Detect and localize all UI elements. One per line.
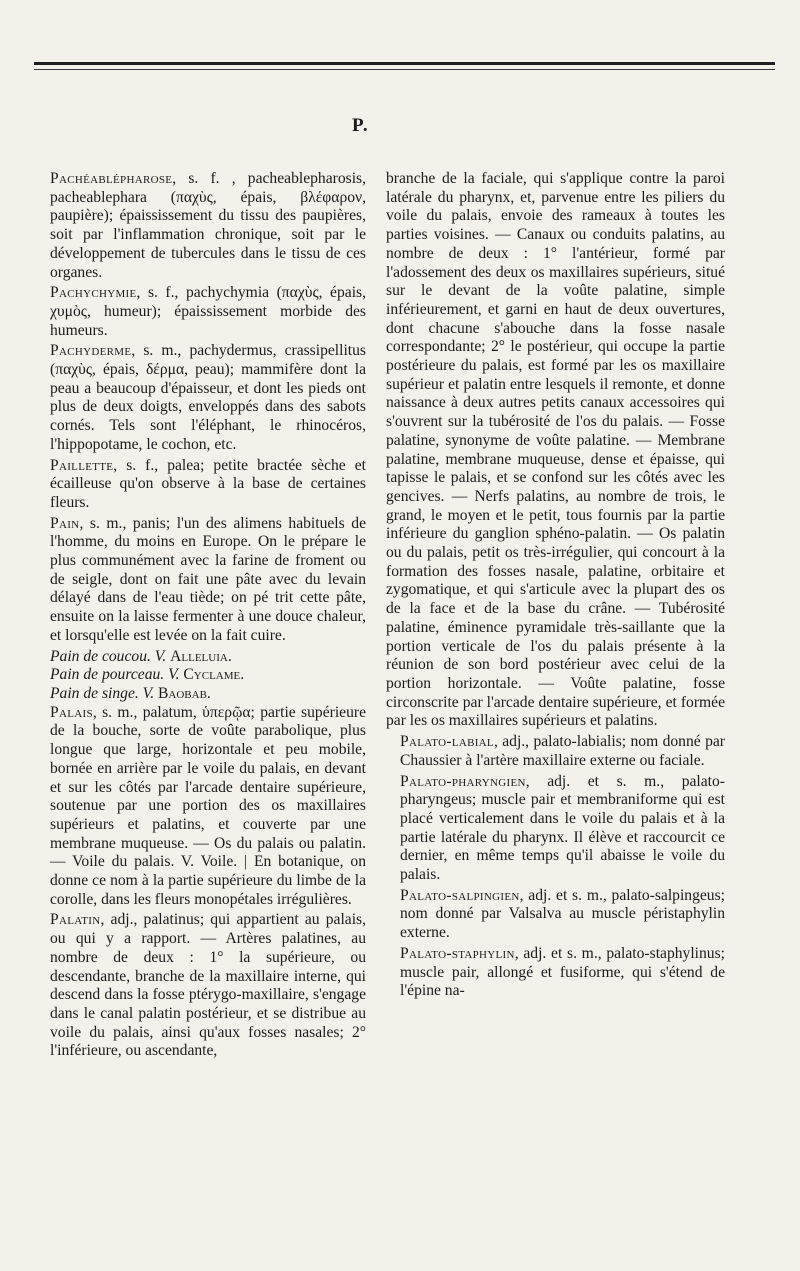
entry-body: , s. m., pachydermus, crassipellitus (παχὺς, épais, δέρμα, peau); mammifère dont la peau a beaucoup d'épaisseur, et dont les pieds ont plus de deux doigts, enveloppés dans des sabots cornés. Tels sont l'éléphant, le rhinocéros, l'hippopotame, le cochon, etc. xyxy=(50,342,366,453)
entry-body: , adj., palato-labialis; nom donné par Chaussier à l'artère maxillaire externe ou faciale. xyxy=(400,733,725,769)
cross-reference-target: Alleluia. xyxy=(170,647,232,665)
cross-reference xyxy=(50,685,366,704)
entry-body: , s. f. , pacheablepharosis, pacheablephara (παχὺς, épais, βλέφαρον, paupière); épaississement du tissu des paupières, soit par l'inflammation chronique, soit par le développement de tubercules dans le tissu de ces organes. xyxy=(50,170,366,281)
entry-body: , s. f., pachychymia (παχὺς, épais, χυμὸς, humeur); épaississement morbide des humeurs. xyxy=(50,284,366,339)
entry xyxy=(36,515,366,646)
cross-reference-term: Pain de pourceau. V. xyxy=(50,666,180,684)
entry xyxy=(36,911,366,1061)
entry xyxy=(36,342,366,454)
entry xyxy=(36,457,366,513)
entry-headword: Paillette xyxy=(50,456,114,474)
entry-headword: Pachéablépharose xyxy=(50,170,173,187)
entry xyxy=(36,704,366,910)
entry-body: , adj. et s. m., palato-staphylinus; muscle pair, allongé et fusiforme, qui s'étend de l'épine na- xyxy=(400,944,725,1000)
left-column xyxy=(36,170,366,1063)
entry-headword: Palatin xyxy=(50,911,101,929)
entry-body: , s. m., panis; l'un des alimens habituels de l'homme, du moins en Europe. On le prépare le plus communément avec la farine de froment ou de seigle, dont on fait une pâte avec du levain délayé dans de l'eau tiède; on pé trit cette pâte, ensuite on la laisse fermenter à une douce chaleur, et lorsqu'elle est levée on la fait cuire. xyxy=(50,514,366,644)
header-rule-thin xyxy=(34,69,775,70)
right-column xyxy=(386,170,725,1003)
entry-headword: Palato-labial xyxy=(400,733,494,751)
entry xyxy=(36,284,366,340)
cross-reference xyxy=(50,666,366,685)
entry-body: branche de la faciale, qui s'applique contre la paroi latérale du pharynx, et, parvenue entre les piliers du voile du palais, envoie des rameaux à toutes les parties voisines. — Canaux ou conduits palatins, au nombre de deux : 1° l'antérieur, formé par l'adossement des deux os maxillaires supérieurs, situé sur le devant de la voûte palatine, simple inférieurement, et garni en haut de deux ouvertures, dont chacune s'abouche dans la fosse nasale correspondante; 2° le postérieur, qui occupe la partie postérieure du palais, est formé par les os maxillaire supérieur et palatin entre lesquels il remonte, et donne naissance à deux autres petits canaux accessoires qui s'ouvrent sur la tubérosité de l'os du palais. — Fosse palatine, synonyme de voûte palatine. — Membrane palatine, membrane muqueuse, dense et épaisse, qui tapisse le palais, et se confond sur les côtés avec les gencives. — Nerfs palatins, au nombre de trois, le grand, le moyen et le petit, tous fournis par la partie inférieure du ganglion sphéno-palatin. — Os palatin ou du palais, petit os très-irrégulier, qui concourt à la formation des fosses nasale, palatine, orbitaire et zygomatique, et qui s'articule avec la plupart des os de la face et de la base du crâne. — Tubérosité palatine, éminence pyramidale très-saillante que la portion verticale de l'os du palais présente à la réunion de son bord postérieur avec celui de la portion horizontale. — Voûte palatine, fosse circonscrite par l'arcade dentaire supérieure, et formée par les os maxillaires supérieurs et palatins. xyxy=(386,170,725,730)
entry-headword: Palato-staphylin xyxy=(400,944,515,962)
entry-headword: Palato-pharyngien xyxy=(400,772,526,790)
cross-reference-target: Cyclame. xyxy=(183,666,245,684)
section-letter: P. xyxy=(352,115,369,136)
entry-body: , s. m., palatum, ὑπερῷα; partie supérieure de la bouche, sorte de voûte parabolique, plus longue que large, horizontale et peu mobile, bornée en arrière par le voile du palais, en devant et sur les côtés par l'arcade dentaire supérieure, soutenue par une portion des os maxillaires supérieurs et palatins, et couverte par une membrane muqueuse. — Os du palais ou palatin. — Voile du palais. V. Voile. | En botanique, on donne ce nom à la partie supérieure du limbe de la corolle, dans les fleurs monopétales irrégulières. xyxy=(50,703,366,908)
entry-body: , adj., palatinus; qui appartient au palais, ou qui y a rapport. — Artères palatines, au nombre de deux : 1° la supérieure, ou descendante, branche de la maxillaire interne, qui descend dans la fosse ptérygo-maxillaire, s'engage dans le canal palatin postérieur, et se distribue au voile du palais, ainsi qu'aux fosses nasales; 2° l'inférieure, ou ascendante, xyxy=(50,911,366,1060)
cross-reference-term: Pain de singe. V. xyxy=(50,684,155,702)
entry-headword: Pain xyxy=(50,514,80,532)
entry-headword: Pachyderme xyxy=(50,342,132,360)
entry-body: , adj. et s. m., palato-salpingeus; nom donné par Valsalva au muscle péristaphylin externe. xyxy=(400,886,725,942)
cross-reference-term: Pain de coucou. V. xyxy=(50,647,167,665)
entry-headword: Palais xyxy=(50,703,93,721)
cross-reference-target: Baobab. xyxy=(158,684,211,702)
entry-headword: Palato-salpingien xyxy=(400,886,520,904)
entry xyxy=(386,887,725,943)
entry xyxy=(386,945,725,1001)
entry-headword: Pachychymie xyxy=(50,284,137,302)
entry-body: , adj. et s. m., palato-pharyngeus; muscle pair et membraniforme qui est placé verticalement dans le voile du palais et à la partie latérale du pharynx. Il élève et raccourcit ce dernier, en même temps qu'il abaisse le voile du palais. xyxy=(400,772,725,884)
header-rule-thick xyxy=(34,62,775,65)
entry xyxy=(36,170,366,282)
entry xyxy=(386,773,725,885)
entry-body: , s. f., palea; petite bractée sèche et écailleuse qu'on observe à la base de certaines fleurs. xyxy=(50,456,366,511)
entry-continuation xyxy=(386,170,725,731)
entry xyxy=(386,733,725,770)
cross-reference xyxy=(50,648,366,667)
